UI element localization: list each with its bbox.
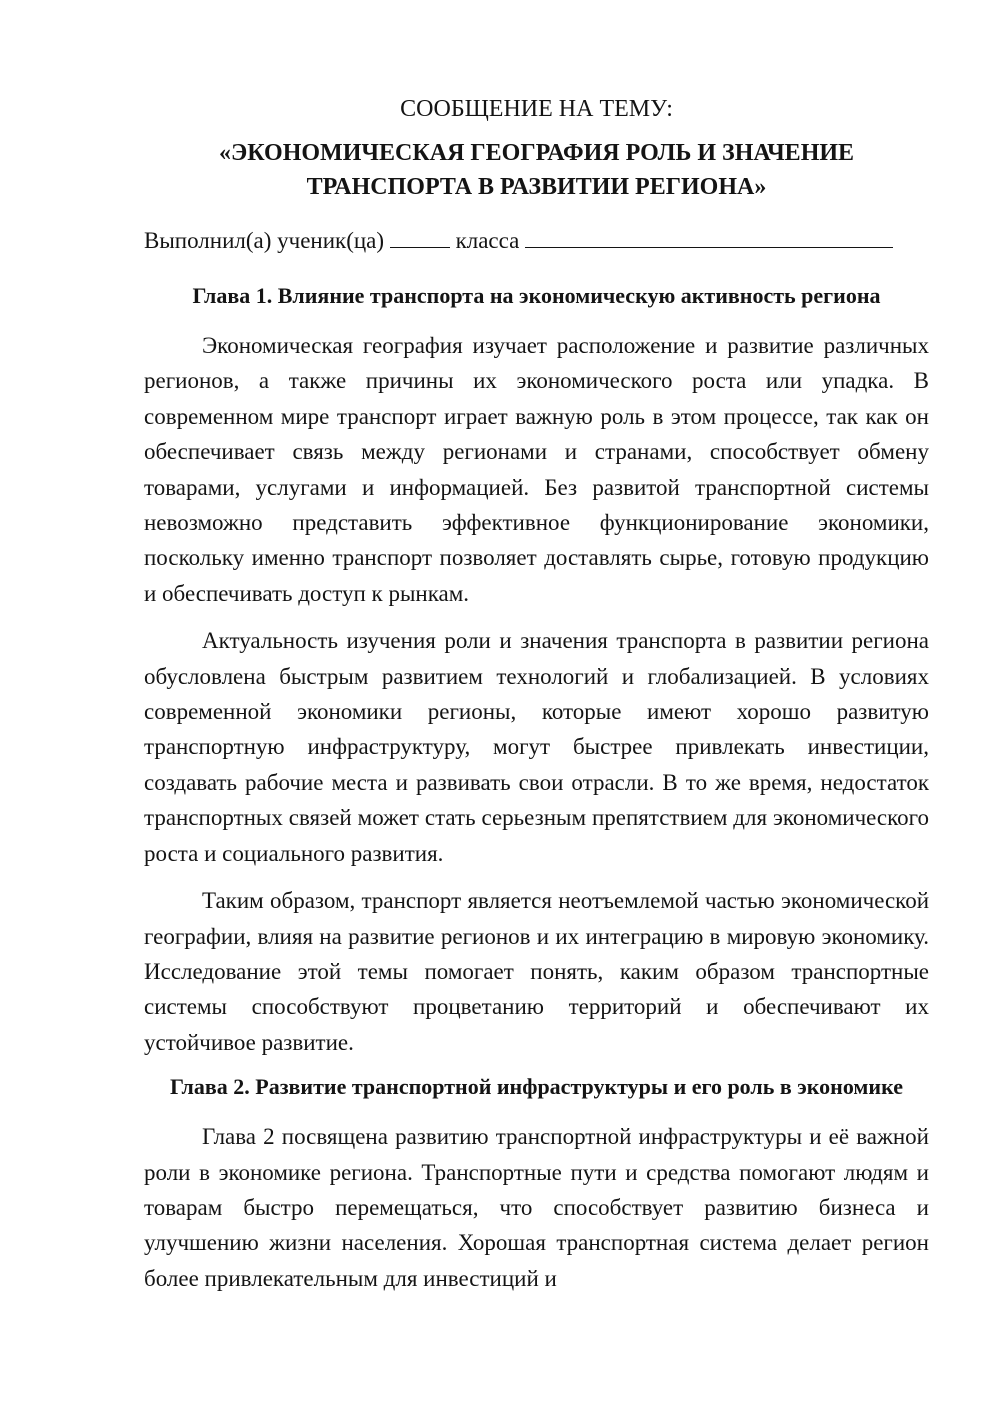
chapter-1-heading: Глава 1. Влияние транспорта на экономическую активность региона [192,283,881,308]
author-prefix: Выполнил(а) ученик(ца) [144,228,385,253]
document-body [144,92,929,1296]
chapter-2-paragraph-1: Глава 2 посвящена развитию транспортной инфраструктуры и её важной роли в экономике региона. Транспортные пути и средства помогают людям и товарам быстро перемещаться, что способствует развитию бизнеса и улучшению жизни населения. Хорошая транспортная система делает регион более привлекательным для инвестиций и [144,1124,929,1291]
chapter-2-heading: Глава 2. Развитие транспортной инфраструктуры и его роль в экономике [170,1074,903,1100]
title-line-2: ТРАНСПОРТА В РАЗВИТИИ РЕГИОНА» [306,174,767,200]
document-title [144,136,929,204]
chapter-1-paragraph-2: Актуальность изучения роли и значения транспорта в развитии региона обусловлена быстрым развитием технологий и глобализацией. В условиях современной экономики регионы, которые имеют хорошо развитую транспортную инфраструктуру, могут быстрее привлекать инвестиции, создавать рабочие места и развивать свои отрасли. В то же время, недостаток транспортных связей может стать серьезным препятствием для экономического роста и социального развития. [144,628,929,866]
document-subject: СООБЩЕНИЕ НА ТЕМУ: [400,96,673,122]
chapter-1-paragraph-3: Таким образом, транспорт является неотъемлемой частью экономической географии, влияя на развитие регионов и их интеграцию в мировую экономику. Исследование этой темы помогает понять, каким образом транспортные системы способствуют процветанию территорий и обеспечивают их устойчивое развитие. [144,888,929,1055]
class-number-blank [390,225,450,248]
title-line-1: «ЭКОНОМИЧЕСКАЯ ГЕОГРАФИЯ РОЛЬ И ЗНАЧЕНИЕ [218,140,855,166]
student-name-blank [525,225,893,248]
author-line [144,224,929,258]
chapter-1-paragraph-1: Экономическая география изучает расположение и развитие различных регионов, а также причины их экономического роста или упадка. В современном мире транспорт играет важную роль в этом процессе, так как он обеспечивает связь между регионами и странами, способствует обмену товарами, услугами и информацией. Без развитой транспортной системы невозможно представить эффективное функционирование экономики, поскольку именно транспорт позволяет доставлять сырье, готовую продукцию и обеспечивать доступ к рынкам. [144,333,929,606]
author-class-label: класса [455,228,520,253]
